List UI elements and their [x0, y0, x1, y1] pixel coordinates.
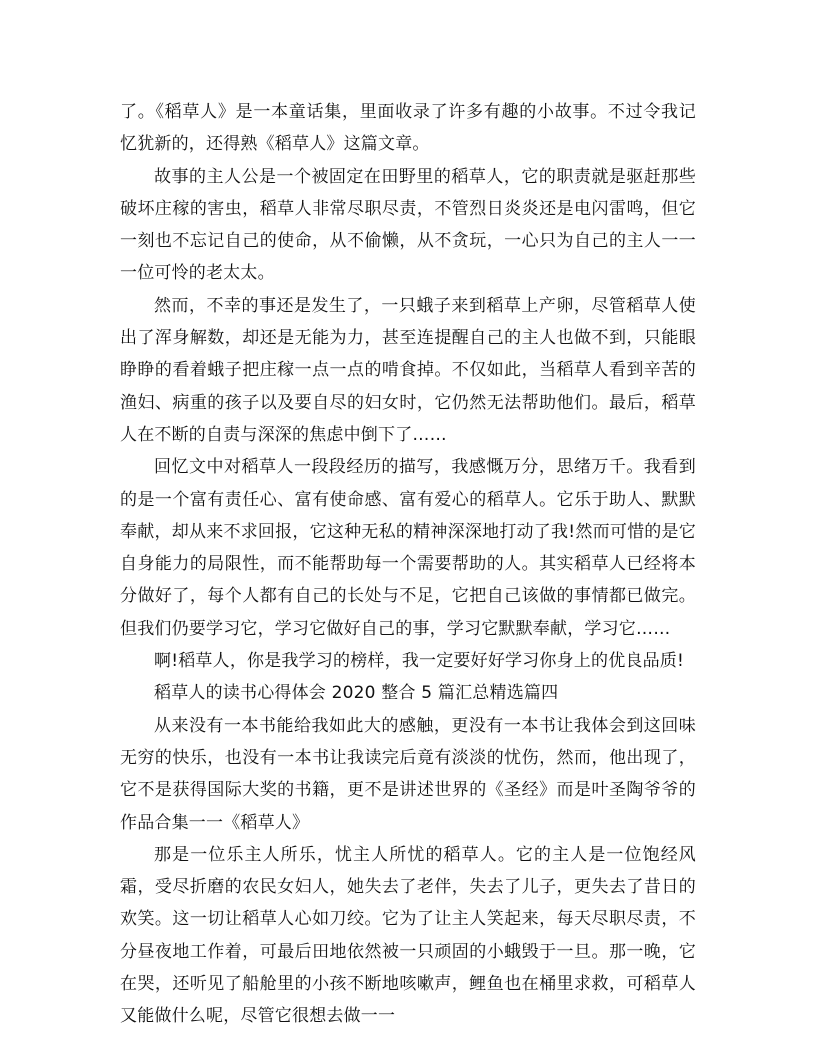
paragraph: 从来没有一本书能给我如此大的感触，更没有一本书让我体会到这回味无穷的快乐，也没有一本书让我读完后竟有淡淡的忧伤，然而，他出现了，它不是获得国际大奖的书籍，更不是讲述世界的《圣经》而是叶圣陶爷爷的作品合集一一《稻草人》: [120, 715, 696, 833]
paragraph: 然而，不幸的事还是发生了，一只蛾子来到稻草上产卵，尽管稻草人使出了浑身解数，却还是无能为力，甚至连提醒自己的主人也做不到，只能眼睁睁的看着蛾子把庄稼一点一点的啃食掉。不仅如此，当稻草人看到辛苦的渔妇、病重的孩子以及要自尽的妇女时，它仍然无法帮助他们。最后，稻草人在不断的自责与深深的焦虑中倒下了……: [120, 295, 696, 445]
document-body: [120, 96, 696, 1033]
paragraph: 回忆文中对稻草人一段段经历的描写，我感慨万分，思绪万千。我看到的是一个富有责任心、富有使命感、富有爱心的稻草人。它乐于助人、默默奉献，却从来不求回报，它这种无私的精神深深地打动了我!然而可惜的是它自身能力的局限性，而不能帮助每一个需要帮助的人。其实稻草人已经将本分做好了，每个人都有自己的长处与不足，它把自己该做的事情都已做完。但我们仍要学习它，学习它做好自己的事，学习它默默奉献，学习它……: [120, 457, 696, 639]
paragraph: 啊!稻草人，你是我学习的榜样，我一定要好好学习你身上的优良品质!: [154, 651, 685, 672]
paragraph: 了。《稻草人》是一本童话集，里面收录了许多有趣的小故事。不过令我记忆犹新的，还得熟《稻草人》这篇文章。: [120, 102, 696, 155]
paragraph: 那是一位乐主人所乐，忧主人所忧的稻草人。它的主人是一位饱经风霜，受尽折磨的农民女妇人，她失去了老伴，失去了儿子，更失去了昔日的欢笑。这一切让稻草人心如刀绞。它为了让主人笑起来，每天尽职尽责，不分昼夜地工作着，可最后田地依然被一只顽固的小蛾毁于一旦。那一晚，它在哭，还听见了船舱里的小孩不断地咳嗽声，鲤鱼也在桶里求救，可稻草人又能做什么呢，尽管它很想去做一一: [120, 844, 696, 1027]
paragraph: 故事的主人公是一个被固定在田野里的稻草人，它的职责就是驱赶那些破坏庄稼的害虫，稻草人非常尽职尽责，不管烈日炎炎还是电闪雷鸣，但它一刻也不忘记自己的使命，从不偷懒，从不贪玩，一心只为自己的主人一一一位可怜的老太太。: [120, 166, 696, 284]
section-heading: 稻草人的读书心得体会 2020 整合 5 篇汇总精选篇四: [154, 683, 559, 704]
